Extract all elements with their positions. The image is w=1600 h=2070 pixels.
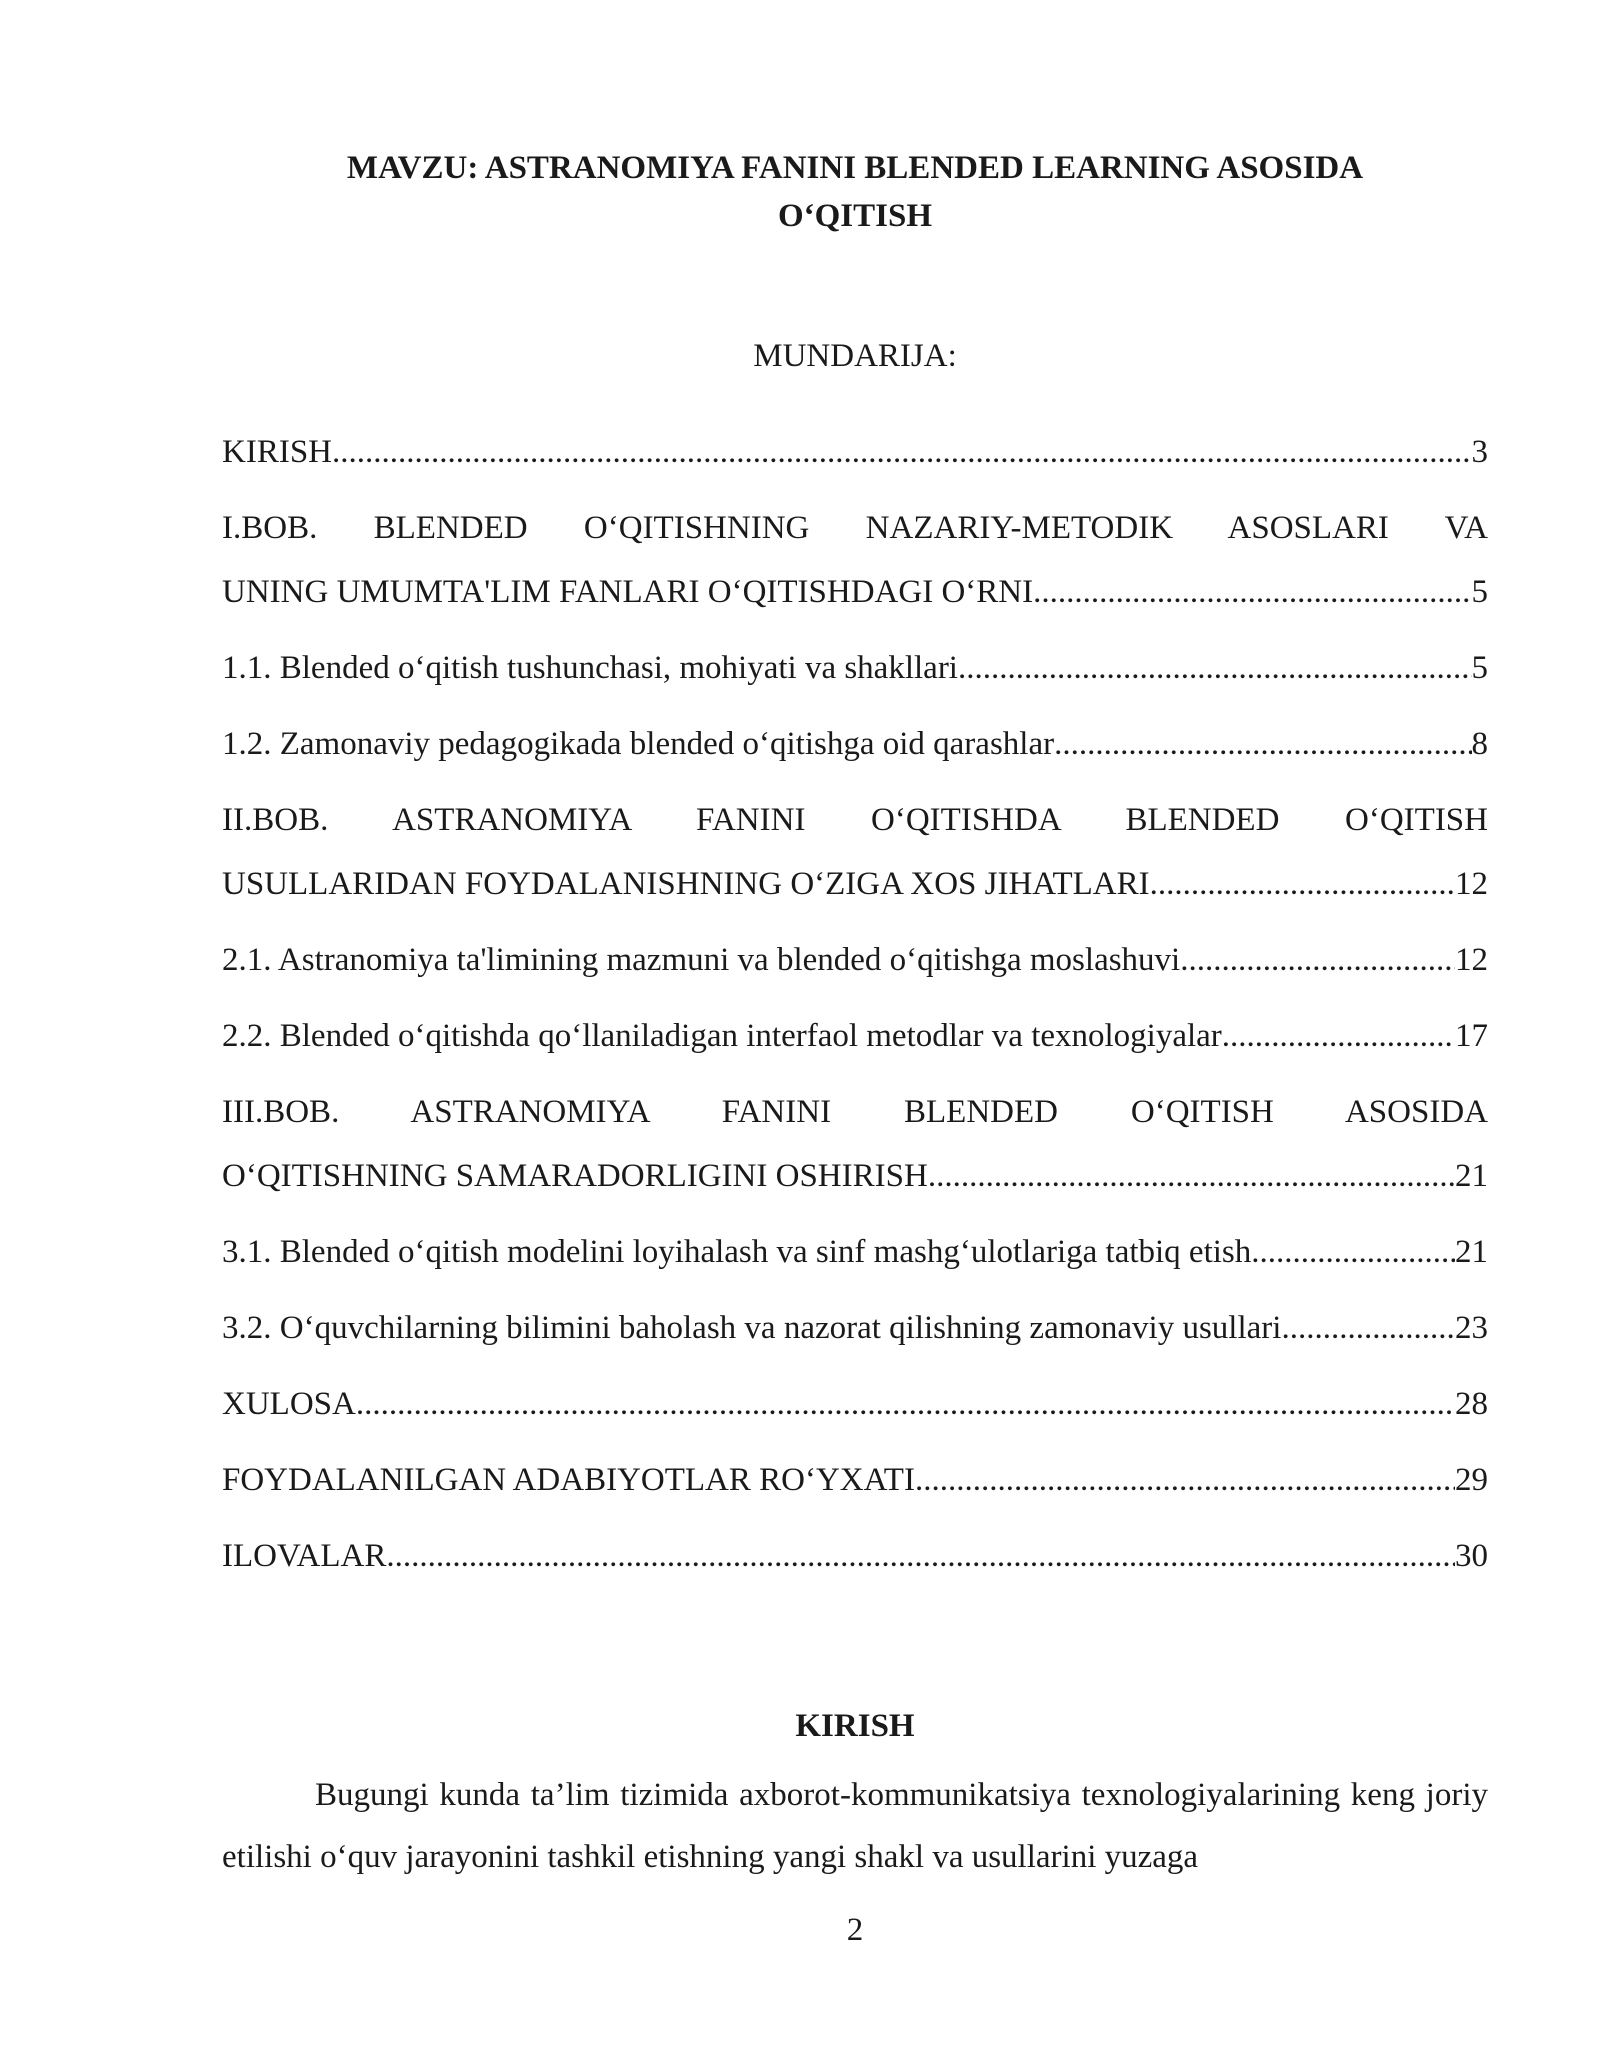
toc-entry-label-line-1: III.BOB. ASTRANOMIYA FANINI BLENDED O‘QITISH ASOSIDA: [222, 1094, 1488, 1130]
toc-entry-page: 12: [1455, 866, 1488, 902]
toc-entry-ilovalar[interactable]: [222, 1524, 1488, 1588]
toc-entry-label: 1.1. Blended o‘qitish tushunchasi, mohiyati va shakllari: [222, 650, 958, 686]
toc-entry-label: ILOVALAR: [222, 1538, 387, 1574]
toc-entry-label: 3.1. Blended o‘qitish modelini loyihalash va sinf mashg‘ulotlariga tatbiq etish: [222, 1234, 1252, 1270]
section-heading-kirish: KIRISH: [795, 1708, 915, 1744]
toc-entry-chapter-1[interactable]: [222, 496, 1488, 624]
toc-entry-label-line-1: II.BOB. ASTRANOMIYA FANINI O‘QITISHDA BLENDED O‘QITISH: [222, 802, 1488, 838]
dot-leader: [1222, 1004, 1455, 1068]
toc-entry-label: FOYDALANILGAN ADABIYOTLAR RO‘YXATI: [222, 1462, 915, 1498]
dot-leader: [928, 1144, 1455, 1208]
dot-leader: [958, 636, 1472, 700]
page-number: 2: [846, 1912, 864, 1948]
table-of-contents: [222, 420, 1488, 1600]
toc-entry-chapter-3[interactable]: [222, 1080, 1488, 1208]
dot-leader: [915, 1448, 1455, 1512]
toc-entry-page: 29: [1455, 1462, 1488, 1498]
toc-entry-label: UNING UMUMTA'LIM FANLARI O‘QITISHDAGI O‘RNI: [222, 574, 1034, 610]
toc-entry-page: 21: [1455, 1158, 1488, 1194]
dot-leader: [1150, 852, 1455, 916]
toc-entry-3-2[interactable]: [222, 1296, 1488, 1360]
toc-entry-label: 2.1. Astranomiya ta'limining mazmuni va blended o‘qitishga moslashuvi: [222, 942, 1181, 978]
toc-entry-kirish[interactable]: [222, 420, 1488, 484]
toc-entry-page: 3: [1471, 434, 1488, 470]
dot-leader: [356, 1372, 1455, 1436]
dot-leader: [1033, 560, 1471, 624]
toc-entry-page: 21: [1455, 1234, 1488, 1270]
document-title-line-2: O‘QITISH: [777, 198, 933, 234]
toc-entry-label: 3.2. O‘quvchilarning bilimini baholash va nazorat qilishning zamonaviy usullari: [222, 1310, 1282, 1346]
toc-entry-label: USULLARIDAN FOYDALANISHNING O‘ZIGA XOS JIHATLARI: [222, 866, 1150, 902]
dot-leader: [1054, 712, 1471, 776]
toc-entry-page: 17: [1455, 1018, 1488, 1054]
toc-entry-xulosa[interactable]: [222, 1372, 1488, 1436]
toc-entry-page: 8: [1471, 726, 1488, 762]
toc-entry-3-1[interactable]: [222, 1220, 1488, 1284]
dot-leader: [1281, 1296, 1455, 1360]
toc-entry-label-line-1: I.BOB. BLENDED O‘QITISHNING NAZARIY-METODIK ASOSLARI VA: [222, 510, 1488, 546]
toc-entry-label: KIRISH: [222, 434, 333, 470]
toc-entry-1-1[interactable]: [222, 636, 1488, 700]
dot-leader: [332, 420, 1471, 484]
toc-entry-1-2[interactable]: [222, 712, 1488, 776]
toc-entry-label: 1.2. Zamonaviy pedagogikada blended o‘qitishga oid qarashlar: [222, 726, 1055, 762]
toc-entry-page: 30: [1455, 1538, 1488, 1574]
document-title: [222, 144, 1488, 240]
toc-entry-page: 23: [1455, 1310, 1488, 1346]
toc-entry-page: 28: [1455, 1386, 1488, 1422]
document-title-line-1: MAVZU: ASTRANOMIYA FANINI BLENDED LEARNING ASOSIDA: [346, 150, 1364, 186]
toc-entry-label: O‘QITISHNING SAMARADORLIGINI OSHIRISH: [222, 1158, 928, 1194]
toc-entry-chapter-2[interactable]: [222, 788, 1488, 916]
dot-leader: [1251, 1220, 1455, 1284]
toc-entry-label: XULOSA: [222, 1386, 356, 1422]
intro-paragraph: Bugungi kunda ta’lim tizimida axborot-kommunikatsiya texnologiyalarining keng joriy etilishi o‘quv jarayonini tashkil etishning yangi shakl va usullarini yuzaga: [222, 1777, 1488, 1875]
toc-entry-2-1[interactable]: [222, 928, 1488, 992]
toc-heading: MUNDARIJA:: [753, 338, 957, 374]
toc-entry-page: 5: [1471, 650, 1488, 686]
toc-entry-page: 12: [1455, 942, 1488, 978]
dot-leader: [386, 1524, 1455, 1588]
toc-entry-adabiyotlar[interactable]: [222, 1448, 1488, 1512]
toc-entry-2-2[interactable]: [222, 1004, 1488, 1068]
dot-leader: [1180, 928, 1455, 992]
toc-entry-label: 2.2. Blended o‘qitishda qo‘llaniladigan interfaol metodlar va texnologiyalar: [222, 1018, 1222, 1054]
toc-entry-page: 5: [1471, 574, 1488, 610]
